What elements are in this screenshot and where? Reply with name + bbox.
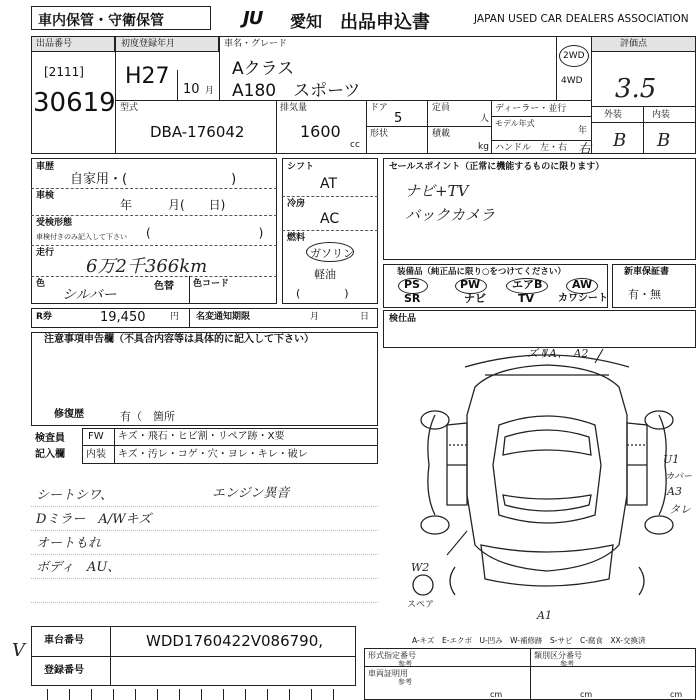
- color-label: 色: [36, 279, 46, 289]
- doors-label: ドア: [370, 103, 388, 113]
- equip-sr: SR: [404, 292, 421, 305]
- mileage-label: 走行: [36, 248, 55, 258]
- warranty-value: 有・無: [628, 288, 661, 301]
- usage-label: 車歴: [36, 162, 55, 172]
- color-change-label: 色替: [154, 281, 174, 292]
- load-unit: kg: [478, 142, 489, 152]
- repair-history-label: 修復歴: [54, 409, 84, 420]
- registration-era-year: H27: [125, 64, 170, 89]
- lot-label: 出品番号: [36, 39, 73, 49]
- equip-ps: PS: [404, 278, 420, 291]
- fuel-gas: ガソリン: [310, 247, 354, 260]
- registration-label: 初度登録年月: [121, 39, 176, 49]
- exterior-label: 外装: [604, 110, 623, 120]
- bottom-strip: [31, 689, 356, 700]
- equip-navi: ナビ: [464, 292, 486, 305]
- diagram-right-1: U1: [663, 453, 680, 466]
- chassis-number: WDD1760422V086790,: [146, 632, 324, 650]
- displacement-label: 排気量: [280, 103, 308, 113]
- damage-legend: A-キズ E-エクボ U-凹み W-補修跡 S-サビ C-腐食 XX-交換済: [412, 636, 646, 645]
- recycle-unit: 円: [170, 312, 180, 322]
- inspection-value: 年 月( 日): [120, 198, 226, 212]
- shape-code-ref: 参考: [398, 660, 412, 668]
- diagram-right-2: カバー: [665, 472, 693, 482]
- model-value: DBA-176042: [150, 123, 245, 141]
- selling-point-line2: バックカメラ: [405, 206, 496, 224]
- equip-pw: PW: [460, 278, 481, 291]
- checker-interior-label: 内装: [86, 449, 106, 460]
- shift-label: シフト: [287, 162, 315, 172]
- handle-mark: 右: [578, 142, 592, 157]
- dims-cm-2: cm: [580, 690, 593, 699]
- checker-label-2: 記入欄: [35, 449, 65, 460]
- dealer-parallel-label: ディーラー・並行: [495, 104, 567, 114]
- form-value: ( ): [146, 226, 264, 240]
- selling-point-line1: ナビ+TV: [405, 182, 469, 200]
- model-label: 型式: [120, 103, 139, 113]
- vehicle-name: Aクラス: [232, 59, 295, 79]
- model-year-unit: 年: [578, 126, 588, 136]
- equip-aw: AW: [572, 278, 593, 291]
- aircon-label: 冷房: [287, 199, 306, 209]
- chassis-label: 車台番号: [44, 635, 84, 646]
- note-line-3: オートもれ: [36, 536, 102, 551]
- interior-grade: B: [657, 130, 671, 151]
- main-info-frame: [31, 36, 696, 154]
- capacity-unit: 人: [480, 114, 490, 124]
- capacity-label: 定員: [432, 103, 451, 113]
- color-code-label: 色コード: [193, 279, 230, 289]
- checker-label-1: 検査員: [35, 433, 65, 444]
- note-line-1: シートシワ、: [36, 488, 113, 503]
- checker-interior-items: キズ・汚レ・コゲ・穴・ヨレ・キレ・破レ: [118, 449, 308, 460]
- notice-month-unit: 月: [310, 312, 320, 322]
- recycle-label: R券: [36, 312, 52, 322]
- exterior-grade: B: [613, 130, 627, 151]
- notice-deadline-label: 名変通知期限: [196, 312, 251, 322]
- handle-label: ハンドル 左・右: [495, 143, 568, 153]
- equip-tv: TV: [518, 292, 535, 305]
- vehicle-label: 車名・グレード: [224, 39, 288, 49]
- notes-label: 注意事項申告欄（不具合内容等は具体的に記入して下さい）: [44, 334, 314, 345]
- drive-4wd: 4WD: [561, 76, 583, 86]
- fuel-other: ( ): [296, 287, 349, 300]
- color-value: シルバー: [62, 287, 117, 303]
- form-label: 受検形態: [36, 218, 73, 228]
- mileage-value: 6万2千366km: [86, 256, 208, 277]
- shape-label: 形状: [370, 129, 389, 139]
- registration-month: 10: [183, 82, 200, 97]
- margin-mark: V: [12, 640, 25, 661]
- dims-cm-3: cm: [670, 690, 683, 699]
- inspection-label: 車検: [36, 191, 55, 201]
- diagram-left-mark: W2: [411, 561, 430, 574]
- dims-cm-1: cm: [490, 690, 503, 699]
- fuel-label: 燃料: [287, 233, 306, 243]
- ju-logo-mark: JU: [243, 8, 263, 29]
- note-line-2: Dミラー A/Wキズ: [36, 512, 152, 527]
- cat-code-ref: 参考: [560, 660, 574, 668]
- dims-ref: 参考: [398, 678, 412, 686]
- lot-number: 30619: [33, 88, 116, 118]
- evaluation-score: 3.5: [615, 74, 657, 104]
- interior-label: 内装: [652, 110, 671, 120]
- warranty-label: 新車保証書: [624, 267, 670, 277]
- org-name: 愛知: [290, 12, 323, 31]
- association-name: JAPAN USED CAR DEALERS ASSOCIATION: [474, 13, 689, 25]
- evaluation-label: 評価点: [620, 39, 648, 49]
- notice-day-unit: 日: [360, 312, 370, 322]
- equipment-label: 装備品（純正品に限り○をつけてください）: [397, 267, 566, 277]
- plate-label: 登録番号: [44, 665, 84, 676]
- inspected-items-frame: [383, 310, 696, 348]
- selling-points-label: セールスポイント（正常に機能するものに限ります）: [389, 162, 605, 172]
- storage-stamp: [31, 6, 211, 30]
- fuel-diesel: 軽油: [314, 268, 336, 281]
- aircon-value: AC: [320, 211, 340, 227]
- usage-value: 自家用・( ): [70, 172, 237, 187]
- dims-label: 車両証明用: [368, 669, 408, 678]
- displacement-value: 1600: [300, 122, 341, 141]
- equip-airbag: エアB: [512, 278, 543, 291]
- inspected-items-label: 検仕品: [389, 314, 417, 324]
- note-line-4: ボディ AU、: [36, 560, 121, 575]
- displacement-unit: cc: [350, 140, 360, 150]
- form-title: 出品申込書: [340, 12, 430, 33]
- diagram-right-4: タレ: [669, 503, 691, 516]
- repair-history-value: 有（ 箇所: [120, 410, 175, 423]
- shape-code-label: 形式指定番号: [368, 651, 416, 660]
- storage-stamp-text: 車内保管・守衛保管: [38, 13, 164, 29]
- diagram-top-labels: ズリA、 A2: [527, 347, 589, 360]
- ju-logo: [243, 8, 288, 30]
- recycle-amount: 19,450: [100, 310, 146, 325]
- checker-fw-label: FW: [88, 431, 104, 442]
- shift-value: AT: [320, 176, 338, 192]
- form-note: 車検付きのみ記入して下さい: [36, 233, 127, 241]
- equip-seat: カワシート: [558, 293, 608, 304]
- model-year-label: モデル年式: [495, 119, 535, 128]
- registration-month-unit: 月: [205, 86, 215, 96]
- vehicle-grade: A180 スポーツ: [232, 81, 361, 101]
- diagram-right-3: A3: [667, 485, 682, 498]
- doors-value: 5: [394, 111, 403, 126]
- load-label: 積載: [432, 129, 451, 139]
- drive-2wd: 2WD: [563, 51, 585, 61]
- car-damage-diagram: [395, 345, 700, 625]
- diagram-spare-label: スペア: [407, 600, 435, 610]
- lot-code: [2111]: [44, 65, 84, 79]
- cat-code-label: 類別区分番号: [534, 651, 582, 660]
- diagram-bottom-label: A1: [537, 609, 552, 622]
- checker-fw-items: キズ・飛石・ヒビ割・リペア跡・X要: [118, 431, 285, 442]
- note-line-1b: エンジン異音: [212, 486, 290, 501]
